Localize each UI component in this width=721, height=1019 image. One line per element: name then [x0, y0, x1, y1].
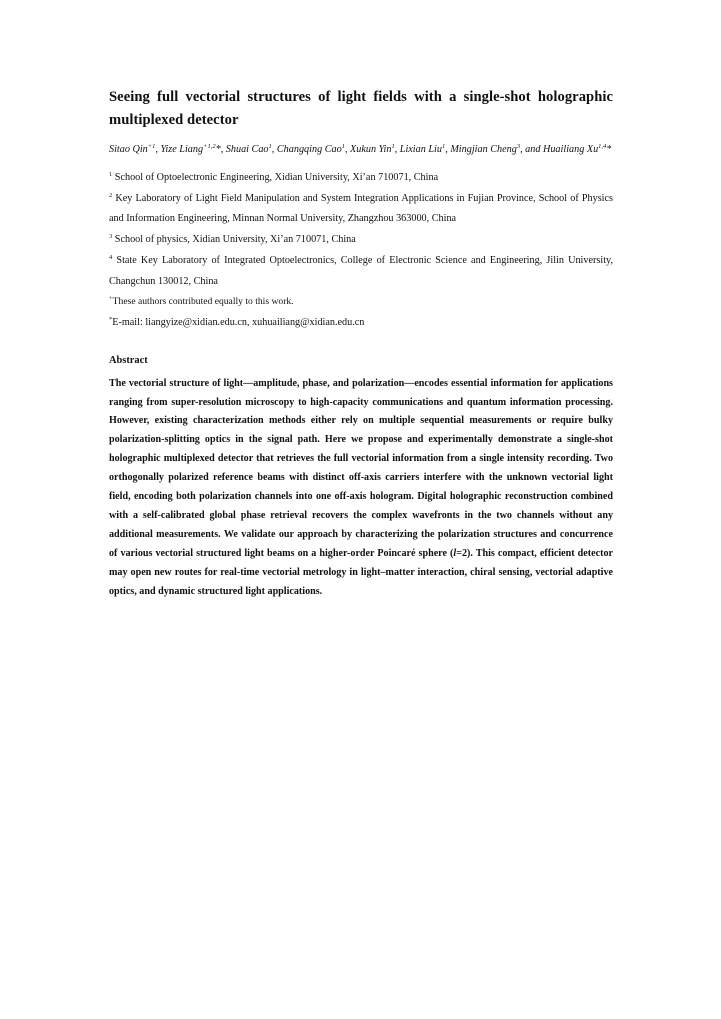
affiliation-list [109, 168, 613, 334]
author: Lixian Liu$^1$, [399, 143, 451, 155]
affiliation: $^4$ State Key Laboratory of Integrated Optoelectronics, College of Electronic Science and Engineering, Jilin University, Changchun 130012, China [109, 253, 613, 287]
abstract-heading: Abstract [109, 354, 148, 366]
author: Sitao Qin$^{+1}$, [109, 143, 161, 155]
corresponding-email: *E-mail: liangyize@xidian.edu.cn, xuhuailiang@xidian.edu.cn [109, 315, 365, 328]
author: Yize Liang$^{+1,2}$*, [160, 143, 226, 155]
author: Huailiang Xu$^{1,4}$* [542, 143, 612, 155]
author: Xukun Yin$^1$, [350, 143, 400, 155]
author-list [109, 139, 613, 161]
author: Mingjian Cheng$^3$, and [450, 143, 543, 155]
author: Changqing Cao$^1$, [276, 143, 351, 155]
paper-page [109, 86, 613, 602]
equal-contribution-note: +These authors contributed equally to this work. [109, 295, 294, 308]
affiliation: $^2$ Key Laboratory of Light Field Manipulation and System Integration Applications in Fujian Province, School of Physics and Information Engineering, Minnan Normal University, Zhangzhou 363000, China [109, 191, 614, 225]
paper-title: Seeing full vectorial structures of light fields with a single-shot holographic multiplexed detector [109, 89, 613, 128]
affiliation: $^1$ School of Optoelectronic Engineering, Xidian University, Xi’an 710071, China [109, 171, 439, 183]
author: Shuai Cao$^1$, [225, 143, 277, 155]
affiliation: $^3$ School of physics, Xidian University, Xi’an 710071, China [109, 233, 356, 246]
abstract-text: The vectorial structure of light—amplitude, phase, and polarization—encodes essential information for applications ranging from super-resolution microscopy to high-capacity communications and quantum information processing. However, existing characterization methods either rely on multiple sequential measurements or require bulky polarization-splitting optics in the signal path. Here we propose and experimentally demonstrate a single-shot holographic multiplexed detector that retrieves the full vectorial information from a single intensity recording. Two orthogonally polarized reference beams with distinct off-axis carriers interfere with the unknown vectorial light field, encoding both polarization channels into one off-axis hologram. Digital holographic reconstruction combined with a self-calibrated global phase retrieval recovers the complex wavefronts in the two channels without any additional measurements. We validate our approach by characterizing the polarization structures and concurrence of various vectorial structured light beams on a higher-order Poincaré sphere (l=2). This compact, efficient detector may open new routes for real-time vectorial metrology in light–matter interaction, chiral sensing, vectorial adaptive optics, and dynamic structured light applications. [109, 377, 613, 597]
